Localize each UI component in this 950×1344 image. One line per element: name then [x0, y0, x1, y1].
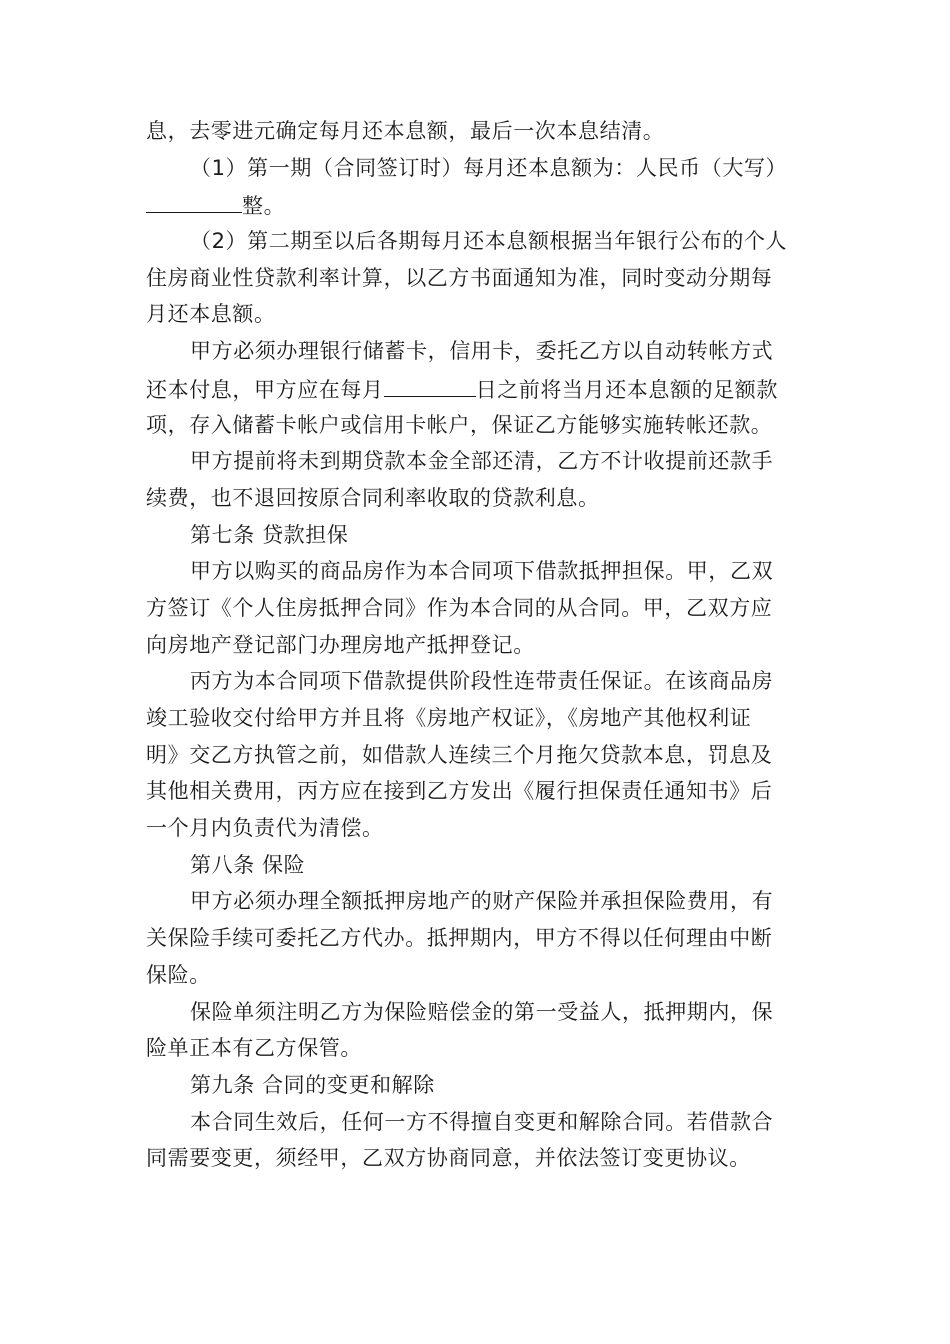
paragraph-line: 甲方必须办理全额抵押房地产的财产保险并承担保险费用，有: [190, 889, 774, 914]
paragraph-line: 一个月内负责代为清偿。: [146, 816, 384, 841]
paragraph-line: 险单正本有乙方保管。: [146, 1036, 362, 1061]
blank-suffix: 整。: [242, 194, 286, 219]
paragraph-line: 保险。: [146, 962, 211, 987]
paragraph-line: 续费，也不退回按原合同利率收取的贷款利息。: [146, 485, 600, 510]
paragraph-line: 方签订《个人住房抵押合同》作为本合同的从合同。甲，乙双方应: [146, 595, 773, 620]
paragraph-line: （2）第二期至以后各期每月还本息额根据当年银行公布的个人: [190, 229, 788, 254]
paragraph-line: 月还本息额。: [146, 302, 276, 327]
paragraph-line: 竣工验收交付给甲方并且将《房地产权证》，《房地产其他权利证: [146, 706, 752, 730]
paragraph-line: 甲方必须办理银行储蓄卡，信用卡，委托乙方以自动转帐方式: [190, 339, 774, 364]
fill-in-blank-amount: [146, 186, 242, 213]
fill-in-blank-day: [384, 370, 476, 397]
paragraph-line: 项，存入储蓄卡帐户或信用卡帐户，保证乙方能够实施转帐还款。: [146, 412, 773, 437]
paragraph-line: 明》交乙方执管之前，如借款人连续三个月拖欠贷款本息，罚息及: [146, 742, 773, 767]
paragraph-line: 保险单须注明乙方为保险赔偿金的第一受益人，抵押期内，保: [190, 999, 774, 1024]
paragraph-line: 甲方提前将未到期贷款本金全部还清，乙方不计收提前还款手: [190, 449, 774, 474]
paragraph-line: 本合同生效后，任何一方不得擅自变更和解除合同。若借款合: [190, 1109, 774, 1134]
paragraph-line: 向房地产登记部门办理房地产抵押登记。: [146, 632, 535, 657]
paragraph-line: 住房商业性贷款利率计算，以乙方书面通知为准，同时变动分期每: [146, 265, 773, 290]
paragraph-line: （1）第一期（合同签订时）每月还本息额为：人民币（大写）: [190, 155, 788, 180]
paragraph-line: [146, 370, 816, 407]
blank-prefix: 还本付息，甲方应在每月: [146, 377, 384, 402]
paragraph-line: 关保险手续可委托乙方代办。抵押期内，甲方不得以任何理由中断: [146, 926, 773, 951]
section-heading: 第八条 保险: [190, 852, 306, 877]
paragraph-line: 同需要变更，须经甲，乙双方协商同意，并依法签订变更协议。: [146, 1146, 751, 1171]
blank-suffix: 日之前将当月还本息额的足额款: [475, 377, 779, 402]
section-heading: 第九条 合同的变更和解除: [190, 1072, 435, 1097]
paragraph-line: 丙方为本合同项下借款提供阶段性连带责任保证。在该商品房: [190, 669, 774, 694]
paragraph-line: [146, 186, 816, 223]
paragraph-line: 息，去零进元确定每月还本息额，最后一次本息结清。: [146, 119, 665, 143]
document-body: [146, 113, 816, 1177]
paragraph-line: 甲方以购买的商品房作为本合同项下借款抵押担保。甲，乙双: [190, 559, 774, 584]
section-heading: 第七条 贷款担保: [190, 522, 349, 547]
paragraph-line: 其他相关费用，丙方应在接到乙方发出《履行担保责任通知书》后: [146, 779, 773, 804]
